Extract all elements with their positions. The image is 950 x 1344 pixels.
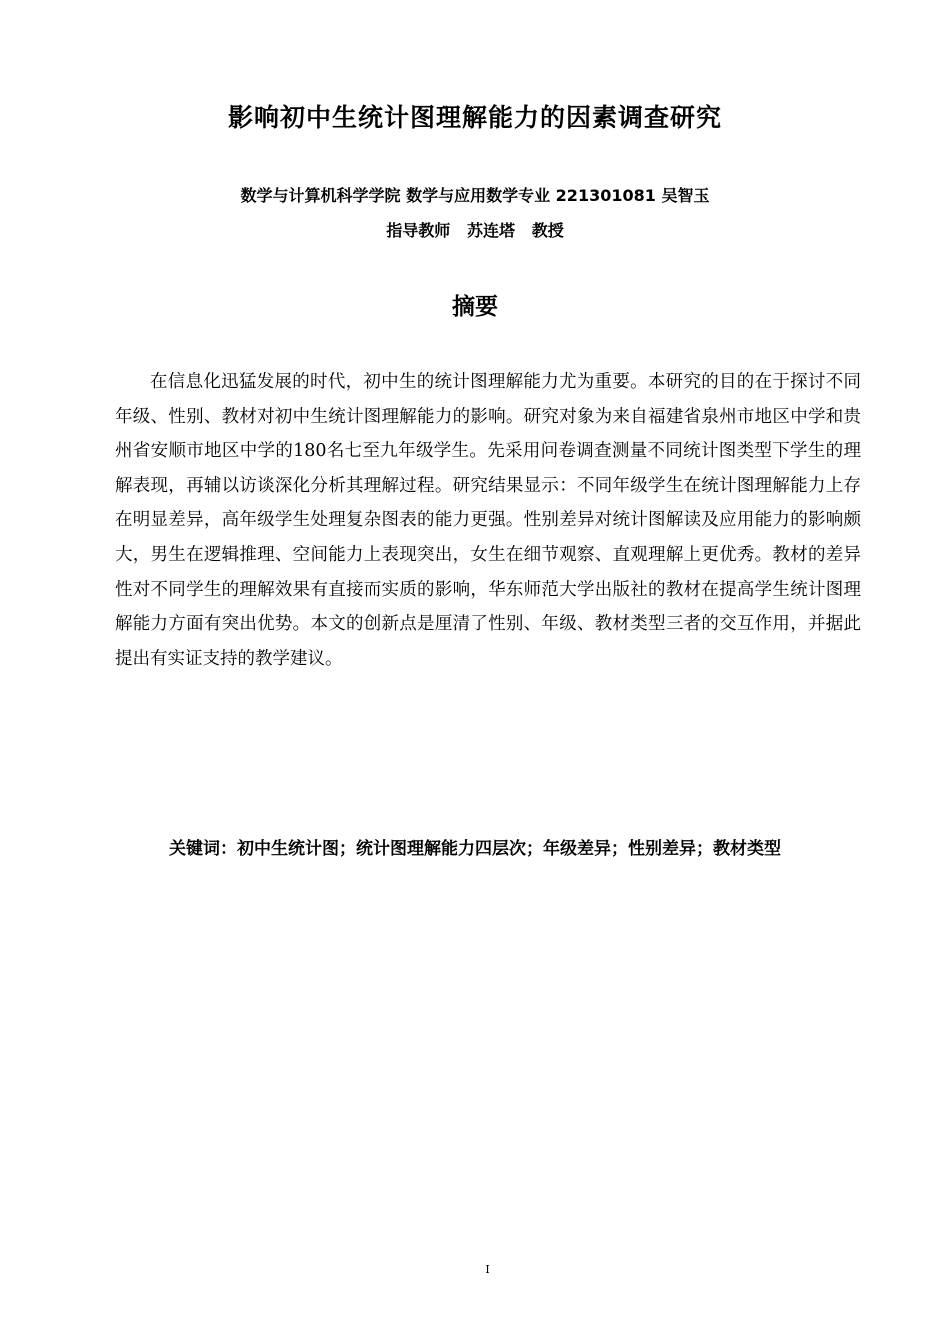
- author-affiliation-line: 数学与计算机科学学院 数学与应用数学专业 221301081 吴智玉: [240, 186, 710, 205]
- page-number: I: [485, 1263, 490, 1276]
- abstract-heading: 摘要: [452, 294, 498, 320]
- abstract-paragraph: 在信息化迅猛发展的时代，初中生的统计图理解能力尤为重要。本研究的目的在于探讨不同年级、性别、教材对初中生统计图理解能力的影响。研究对象为来自福建省泉州市地区中学和贵州省安顺市地区中学的180名七至九年级学生。先采用问卷调查测量不同统计图类型下学生的理解表现，再辅以访谈深化分析其理解过程。研究结果显示：不同年级学生在统计图理解能力上存在明显差异，高年级学生处理复杂图表的能力更强。性别差异对统计图解读及应用能力的影响颇大，男生在逻辑推理、空间能力上表现突出，女生在细节观察、直观理解上更优秀。教材的差异性对不同学生的理解效果有直接而实质的影响，华东师范大学出版社的教材在提高学生统计图理解能力方面有突出优势。本文的创新点是厘清了性别、年级、教材类型三者的交互作用，并据此提出有实证支持的教学建议。: [115, 372, 861, 669]
- advisor-line: 指导教师 苏连塔 教授: [386, 221, 564, 240]
- paper-title: 影响初中生统计图理解能力的因素调查研究: [227, 103, 722, 132]
- keywords-line: 关键词：初中生统计图；统计图理解能力四层次；年级差异；性别差异；教材类型: [169, 839, 781, 859]
